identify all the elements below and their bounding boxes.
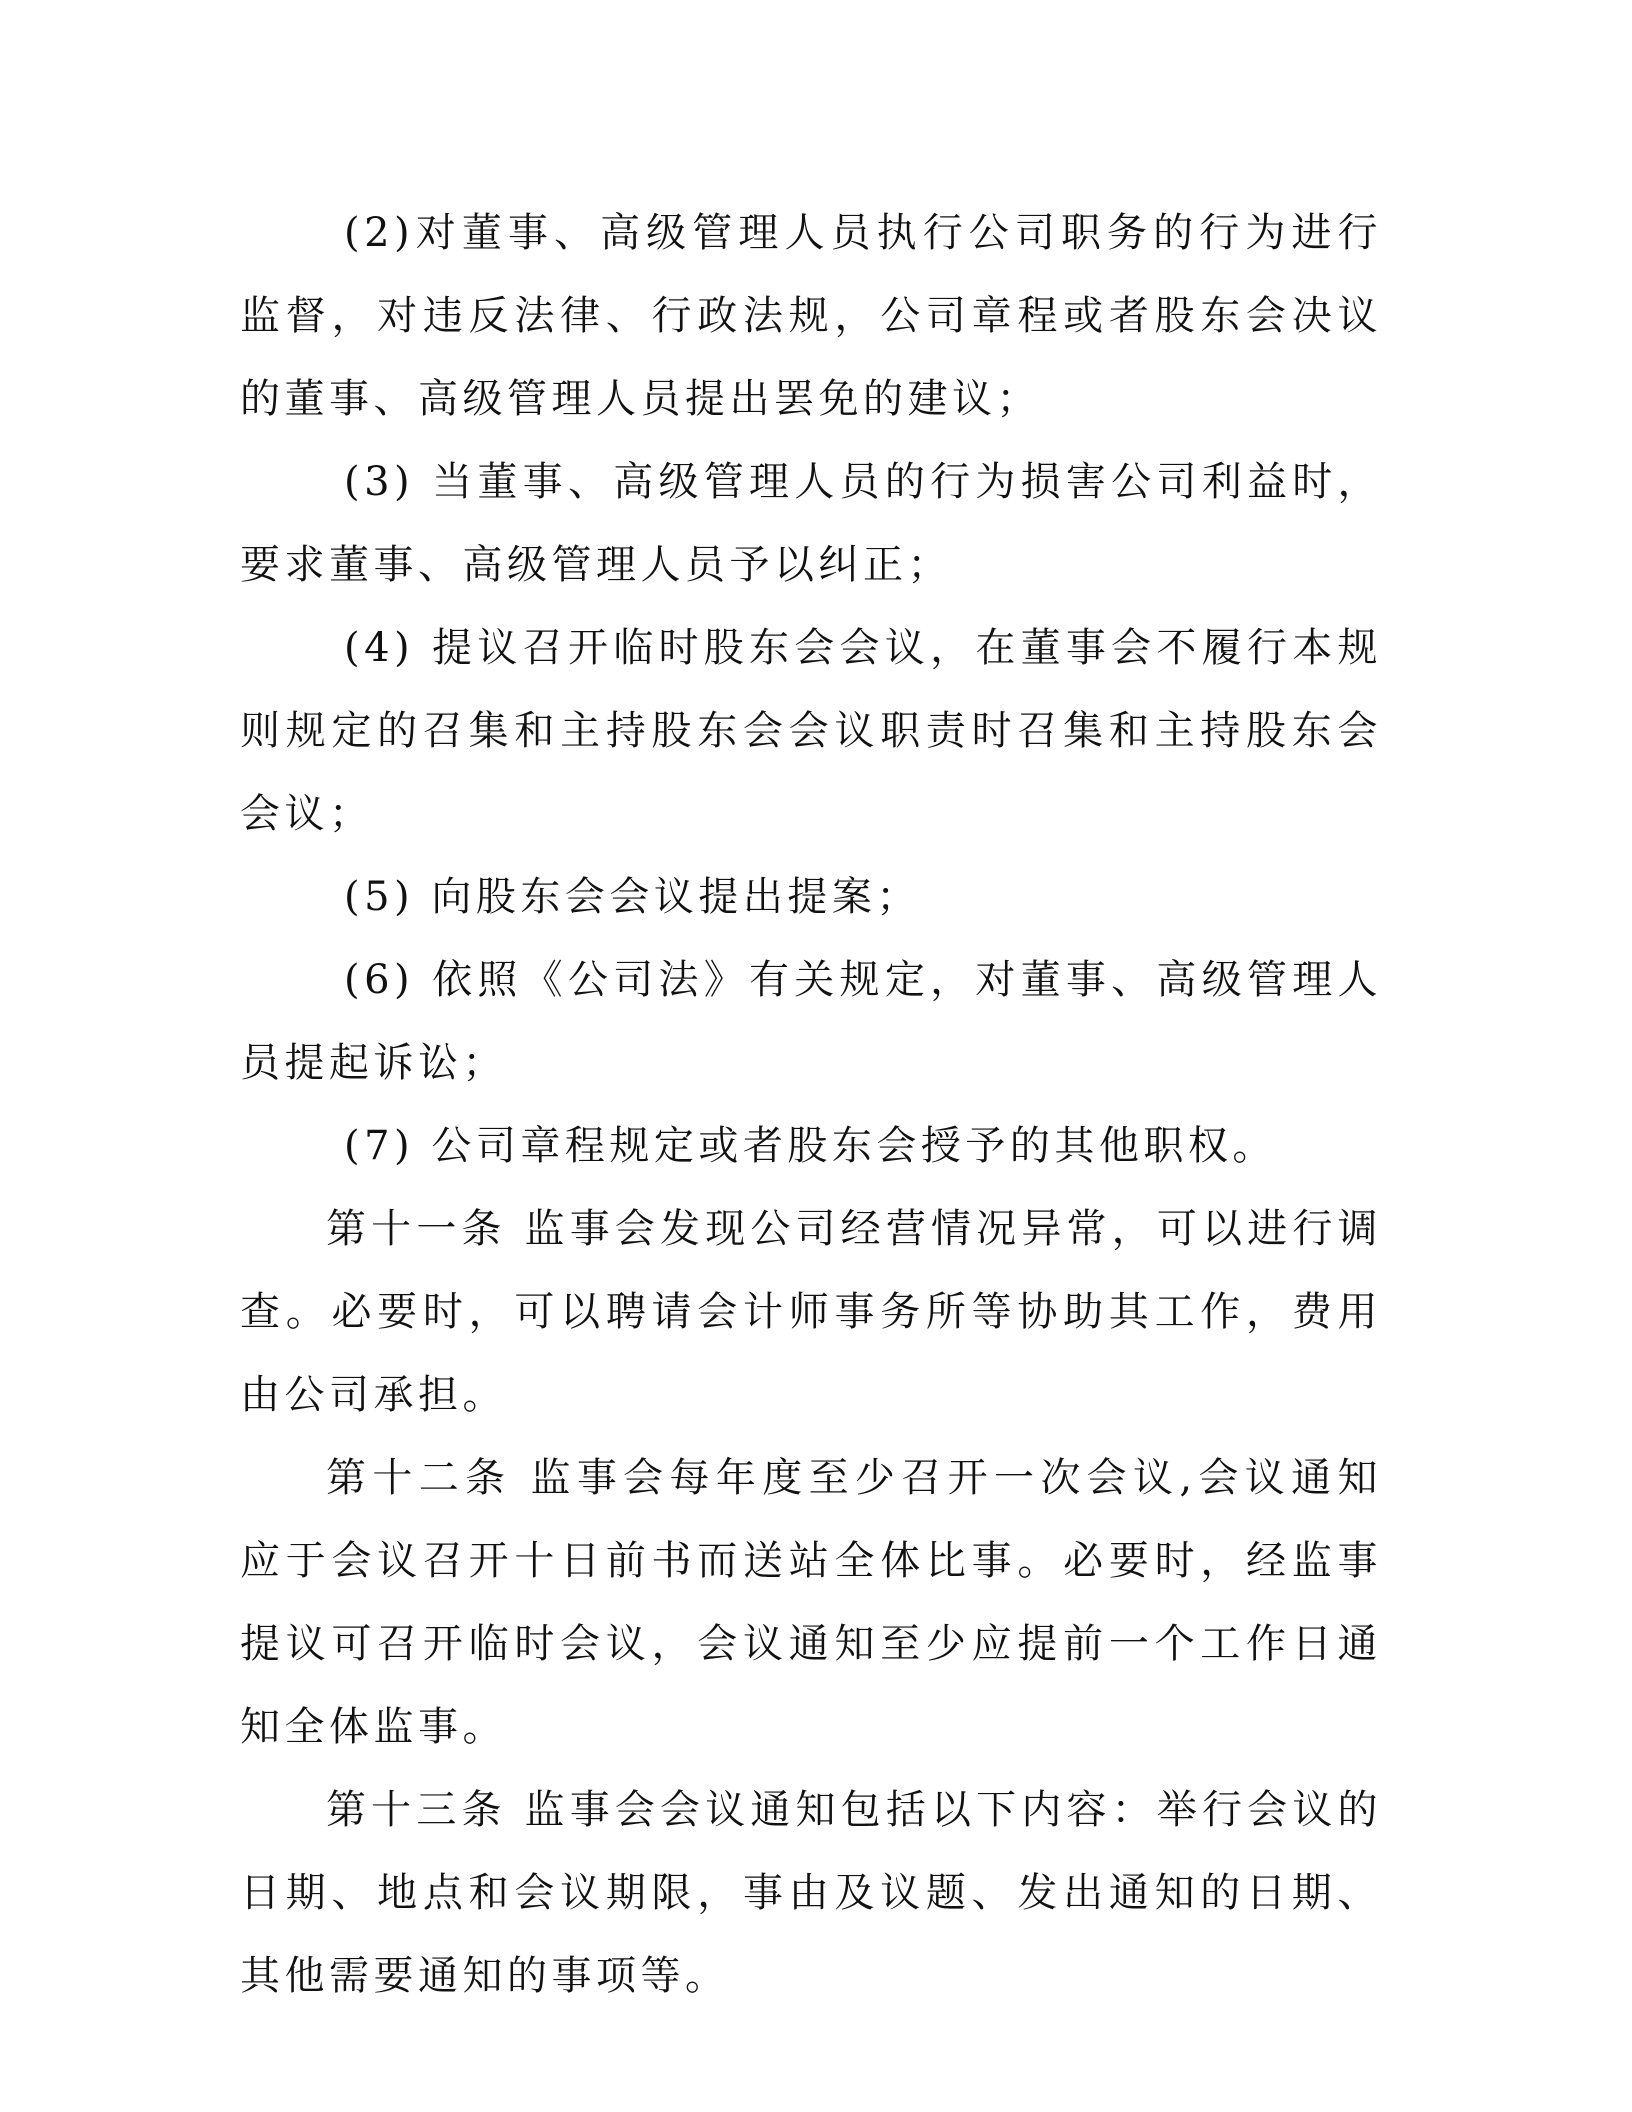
list-item-7: (7) 公司章程规定或者股东会授予的其他职权。 xyxy=(344,1123,1277,1169)
article-11-paragraph: 第十一条 监事会发现公司经营情况异常，可以进行调查。必要时，可以聘请会计师事务所等协助其工作，费用由公司承担。 xyxy=(240,1206,1382,1418)
article-12-paragraph: 第十二条 监事会每年度至少召开一次会议,会议通知应于会议召开十日前书而送站全体比事。必要时，经监事提议可召开临时会议，会议通知至少应提前一个工作日通知全体监事。 xyxy=(240,1455,1382,1750)
list-item-2: (2)对董事、高级管理人员执行公司职务的行为进行监督，对违反法律、行政法规，公司章程或者股东会决议的董事、高级管理人员提出罢免的建议； xyxy=(240,210,1382,422)
list-item-3: (3) 当董事、高级管理人员的行为损害公司利益时，要求董事、高级管理人员予以纠正； xyxy=(240,459,1382,588)
document-body xyxy=(240,192,1382,2018)
list-item-5: (5) 向股东会会议提出提案； xyxy=(344,874,921,920)
list-item-4: (4) 提议召开临时股东会会议，在董事会不履行本规则规定的召集和主持股东会会议职责时召集和主持股东会会议； xyxy=(240,625,1382,837)
article-13-paragraph: 第十三条 监事会会议通知包括以下内容：举行会议的日期、地点和会议期限，事由及议题、发出通知的日期、其他需要通知的事项等。 xyxy=(240,1787,1382,1999)
list-item-6: (6) 依照《公司法》有关规定，对董事、高级管理人员提起诉讼； xyxy=(240,957,1382,1086)
